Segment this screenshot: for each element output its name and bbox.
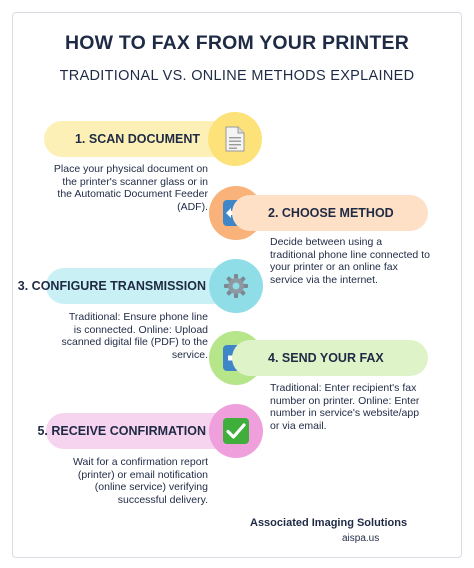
page-subtitle: TRADITIONAL VS. ONLINE METHODS EXPLAINED xyxy=(59,68,415,84)
step-5-label: 5. RECEIVE CONFIRMATION xyxy=(37,424,206,438)
step-1-pill xyxy=(44,121,234,157)
step-2-description: Decide between using a traditional phone line connected to your printer or an online fax service via the internet. xyxy=(270,236,430,286)
step-2-pill xyxy=(232,195,428,231)
step-3-description: Traditional: Ensure phone line is connected. Online: Upload scanned digital file (PDF) to the service. xyxy=(61,311,208,361)
step-1-description: Place your physical document on the printer's scanner glass or in the Automatic Document Feeder (ADF). xyxy=(53,163,208,213)
step-4-label: 4. SEND YOUR FAX xyxy=(268,351,384,365)
step-1-label: 1. SCAN DOCUMENT xyxy=(74,132,200,146)
step-1-circle xyxy=(208,112,262,166)
step-2-label: 2. CHOOSE METHOD xyxy=(268,206,394,220)
footer-url: aispa.us xyxy=(342,533,380,544)
document-icon xyxy=(222,126,248,152)
step-5-description: Wait for a confirmation report (printer) or email notification (online service) verifying successful delivery. xyxy=(73,456,208,506)
step-5-pill xyxy=(37,413,236,449)
step-3-label: 3. CONFIGURE TRANSMISSION xyxy=(17,279,206,293)
step-4-pill xyxy=(232,340,428,376)
check-mark-icon xyxy=(223,418,249,444)
step-3-pill xyxy=(17,268,236,304)
page-title: HOW TO FAX FROM YOUR PRINTER xyxy=(65,32,409,54)
step-3-circle xyxy=(209,259,263,313)
step-4-description: Traditional: Enter recipient's fax number on printer. Online: Enter number in service's website/app or via email. xyxy=(270,382,420,432)
footer-company: Associated Imaging Solutions xyxy=(250,517,408,529)
step-5-circle xyxy=(209,404,263,458)
gear-icon xyxy=(223,273,249,299)
